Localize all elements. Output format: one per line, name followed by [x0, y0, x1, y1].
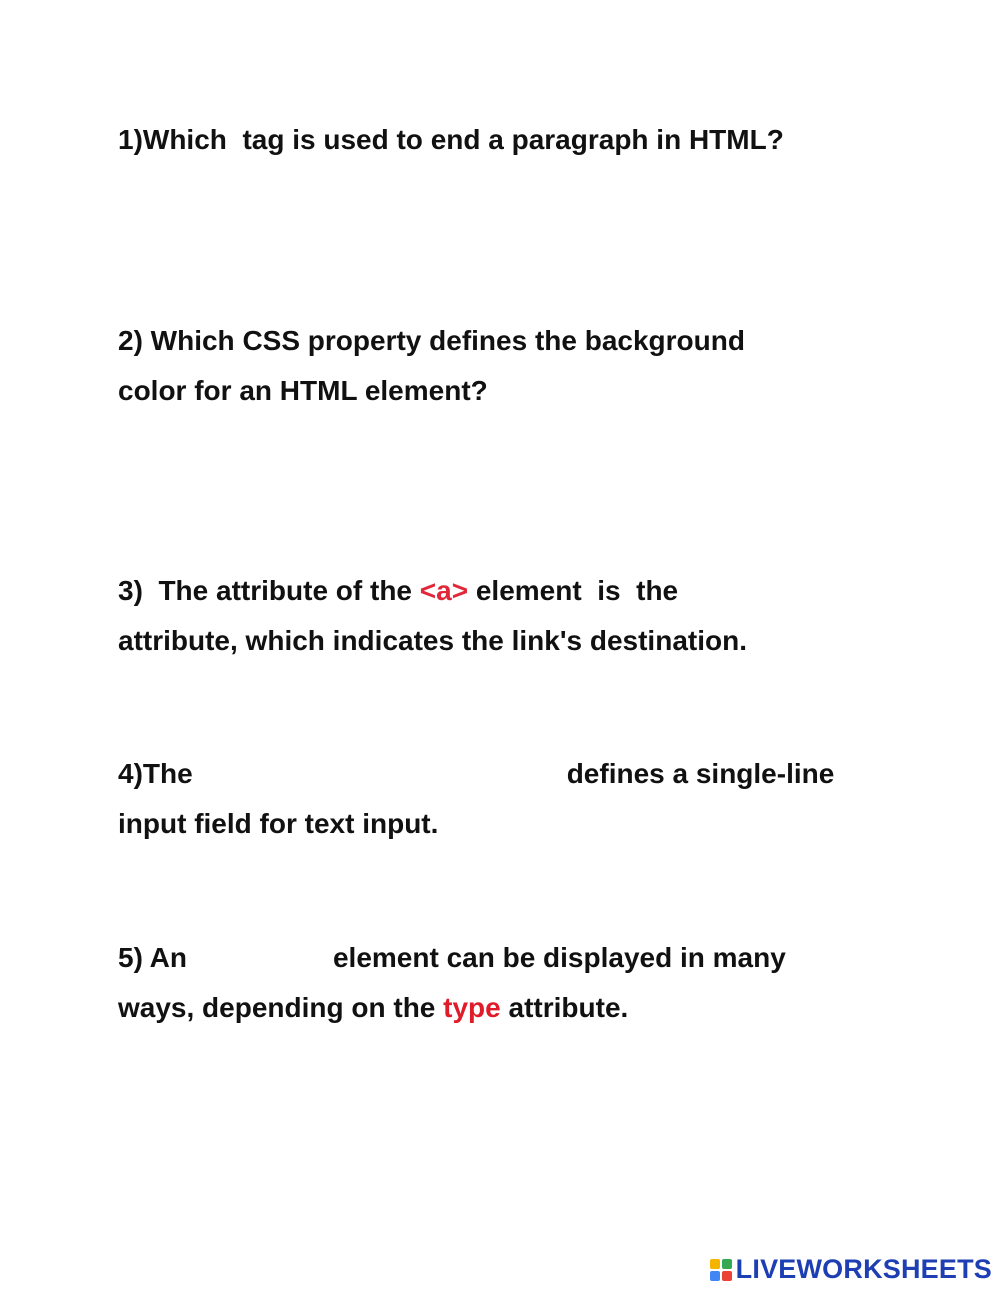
question-1	[118, 115, 784, 165]
question-4	[118, 749, 834, 849]
question-3	[118, 566, 747, 666]
question-4-line-1-before: 4)The	[118, 758, 193, 789]
brand-name: LIVEWORKSHEETS	[735, 1254, 992, 1284]
question-2-line-2: color for an HTML element?	[118, 375, 488, 406]
question-5-line-2-after: attribute.	[500, 992, 629, 1023]
liveworksheets-mark-icon	[710, 1259, 732, 1281]
question-5-line-1-before: 5) An	[118, 942, 187, 973]
type-keyword: type	[443, 992, 501, 1023]
question-2	[118, 316, 745, 416]
question-2-line-1: 2) Which CSS property defines the background	[118, 325, 745, 356]
question-3-line-1-after: element is the	[468, 575, 679, 606]
question-5	[118, 933, 786, 1033]
question-1-text: 1)Which tag is used to end a paragraph in HTML?	[118, 124, 784, 155]
question-4-line-1-after: defines a single-line	[566, 758, 835, 789]
question-3-line-2: attribute, which indicates the link's destination.	[118, 625, 747, 656]
question-4-line-2: input field for text input.	[118, 808, 439, 839]
liveworksheets-logo	[710, 1254, 992, 1285]
question-3-line-1-before: 3) The attribute of the	[118, 575, 420, 606]
anchor-tag-code: <a>	[419, 575, 469, 606]
question-5-line-1-after: element can be displayed in many	[332, 942, 786, 973]
question-5-line-2-before: ways, depending on the	[118, 992, 444, 1023]
